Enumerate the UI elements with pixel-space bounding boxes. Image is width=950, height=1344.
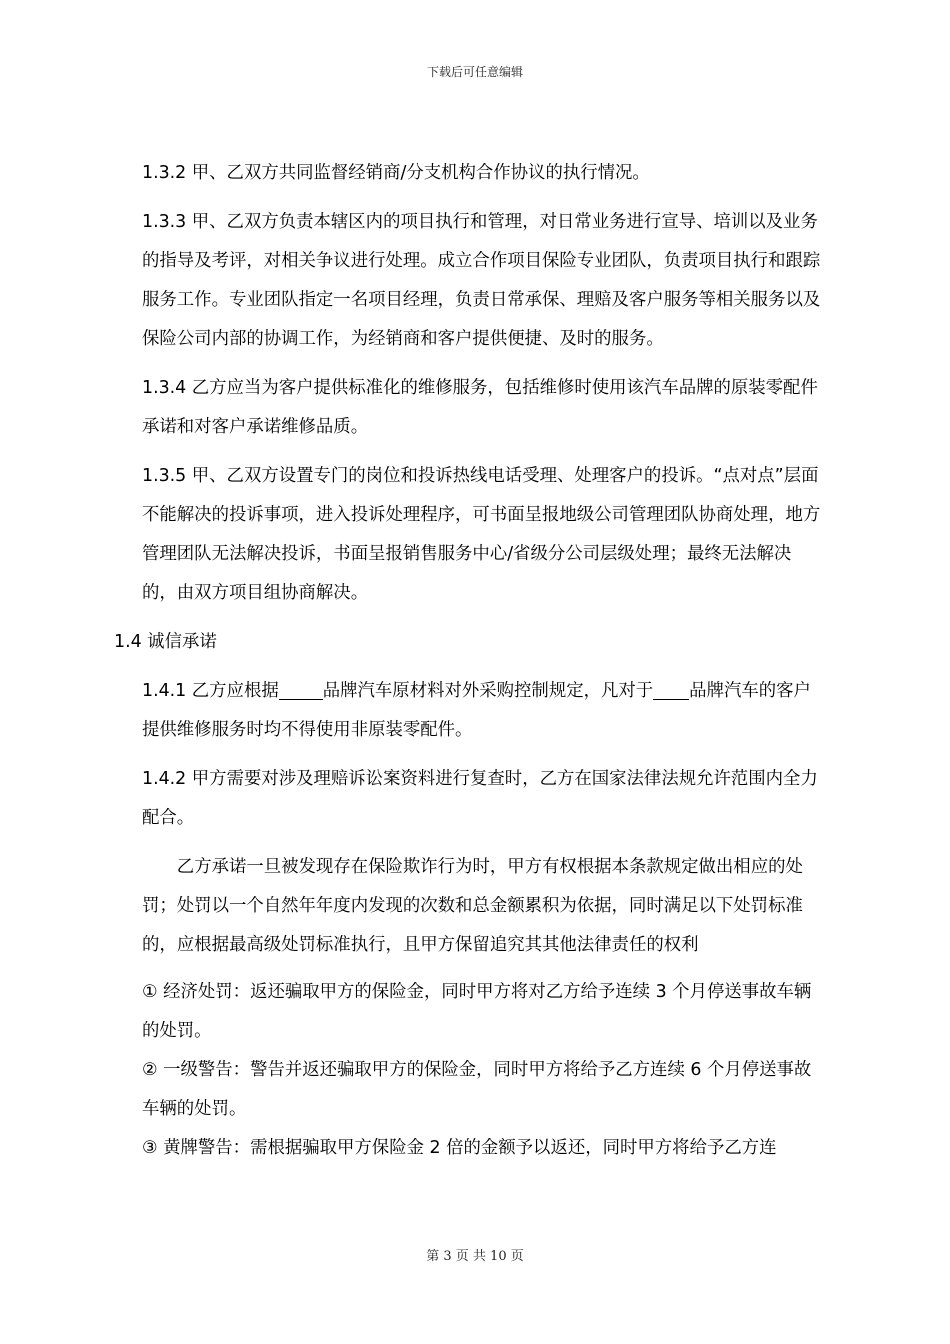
- brand-blank-2: [653, 677, 689, 700]
- document-body: [114, 154, 826, 1168]
- brand-blank-1: [279, 677, 323, 700]
- commitment-paragraph: 乙方承诺一旦被发现存在保险欺诈行为时，甲方有权根据本条款规定做出相应的处罚；处罚以一个自然年年度内发现的次数和总金额累积为依据，同时满足以下处罚标准的，应根据最高级处罚标准执行，且甲方保留追究其其他法律责任的权利: [142, 857, 803, 955]
- page-footer: 第 3 页 共 10 页: [426, 1249, 524, 1264]
- clause-1-4-1-part1: 1.4.1 乙方应根据: [142, 681, 279, 701]
- section-heading-1-4: 1.4 诚信承诺: [114, 632, 217, 652]
- penalty-item-1: ① 经济处罚：返还骗取甲方的保险金，同时甲方将对乙方给予连续 3 个月停送事故车辆的处罚。: [142, 982, 812, 1041]
- penalty-item-3: ③ 黄牌警告：需根据骗取甲方保险金 2 倍的金额予以返还，同时甲方将给予乙方连: [142, 1138, 777, 1158]
- clause-1-3-2: 1.3.2 甲、乙双方共同监督经销商/分支机构合作协议的执行情况。: [142, 163, 650, 183]
- clause-1-3-5: 1.3.5 甲、乙双方设置专门的岗位和投诉热线电话受理、处理客户的投诉。“点对点”层面不能解决的投诉事项，进入投诉处理程序，可书面呈报地级公司管理团队协商处理，地方管理团队无法解决投诉，书面呈报销售服务中心/省级分公司层级处理；最终无法解决的，由双方项目组协商解决。: [142, 466, 821, 603]
- clause-1-4-2: 1.4.2 甲方需要对涉及理赔诉讼案资料进行复查时，乙方在国家法律法规允许范围内全力配合。: [142, 769, 818, 828]
- clause-1-3-3: 1.3.3 甲、乙双方负责本辖区内的项目执行和管理，对日常业务进行宣导、培训以及业务的指导及考评，对相关争议进行处理。成立合作项目保险专业团队，负责项目执行和跟踪服务工作。专业团队指定一名项目经理，负责日常承保、理赔及客户服务等相关服务以及保险公司内部的协调工作，为经销商和客户提供便捷、及时的服务。: [142, 212, 821, 349]
- clause-1-4-1-part2: 品牌汽车原材料对外采购控制规定，凡对于: [322, 681, 654, 701]
- clause-1-3-4: 1.3.4 乙方应当为客户提供标准化的维修服务，包括维修时使用该汽车品牌的原装零配件承诺和对客户承诺维修品质。: [142, 378, 818, 437]
- clause-1-4-1-part3: 品牌汽车的客户提供维修服务时均不得使用非原装零配件。: [142, 681, 811, 740]
- clause-1-4-1: [114, 672, 826, 750]
- page-header: 下载后可任意编辑: [426, 65, 523, 79]
- penalty-item-2: ② 一级警告：警告并返还骗取甲方的保险金，同时甲方将给予乙方连续 6 个月停送事故车辆的处罚。: [142, 1060, 812, 1119]
